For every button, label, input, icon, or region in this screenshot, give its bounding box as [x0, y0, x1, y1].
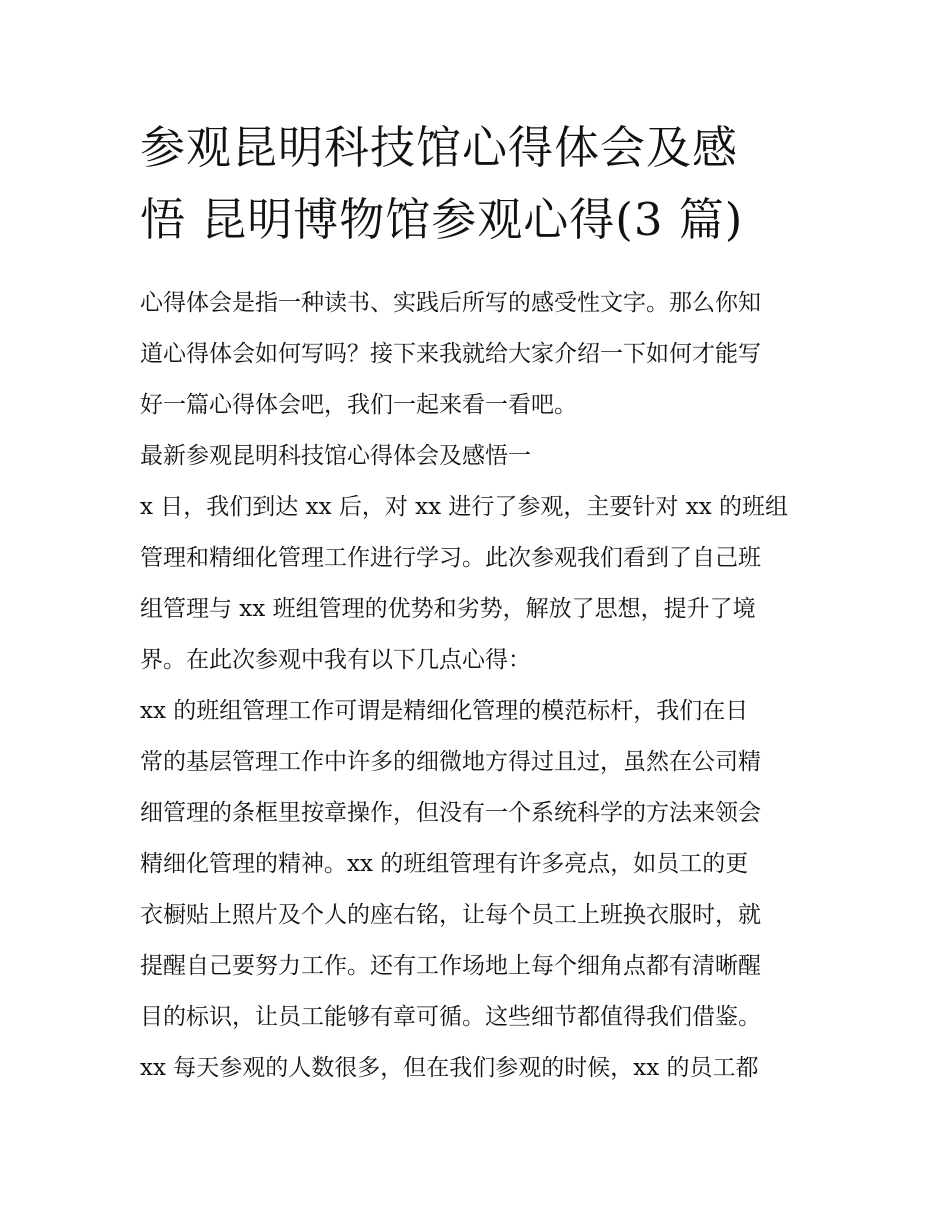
- body-line-16: xx 每天参观的人数很多，但在我们参观的时候，xx 的员工都: [140, 1055, 759, 1081]
- body-line-1: 心得体会是指一种读书、实践后所写的感受性文字。那么你知: [140, 290, 761, 316]
- body-line-6: 管理和精细化管理工作进行学习。此次参观我们看到了自己班: [140, 545, 761, 571]
- body-line-15: 目的标识，让员工能够有章可循。这些细节都值得我们借鉴。: [140, 1004, 761, 1030]
- body-line-9: xx 的班组管理工作可谓是精细化管理的模范标杆，我们在日: [140, 698, 749, 724]
- document-content: [140, 112, 816, 1094]
- document-body: [140, 278, 816, 1094]
- body-line-7: 组管理与 xx 班组管理的优势和劣势，解放了思想，提升了境: [140, 596, 756, 622]
- body-line-3: 好一篇心得体会吧，我们一起来看一看吧。: [140, 392, 577, 418]
- body-line-11: 细管理的条框里按章操作，但没有一个系统科学的方法来领会: [140, 800, 761, 826]
- body-line-8: 界。在此次参观中我有以下几点心得：: [140, 647, 531, 673]
- body-line-2: 道心得体会如何写吗？接下来我就给大家介绍一下如何才能写: [140, 341, 761, 367]
- body-line-10: 常的基层管理工作中许多的细微地方得过且过，虽然在公司精: [140, 749, 761, 775]
- title-line-1: 参观昆明科技馆心得体会及感: [140, 121, 739, 174]
- section-heading-1: 最新参观昆明科技馆心得体会及感悟一: [140, 443, 531, 469]
- body-line-13: 衣橱贴上照片及个人的座右铭，让每个员工上班换衣服时，就: [140, 902, 761, 928]
- title-line-2: 悟 昆明博物馆参观心得(3 篇): [140, 193, 744, 246]
- document-title: [140, 112, 816, 256]
- body-line-14: 提醒自己要努力工作。还有工作场地上每个细角点都有清晰醒: [140, 953, 761, 979]
- body-line-12: 精细化管理的精神。xx 的班组管理有许多亮点，如员工的更: [140, 851, 749, 877]
- body-line-5: x 日，我们到达 xx 后，对 xx 进行了参观，主要针对 xx 的班组: [140, 494, 788, 520]
